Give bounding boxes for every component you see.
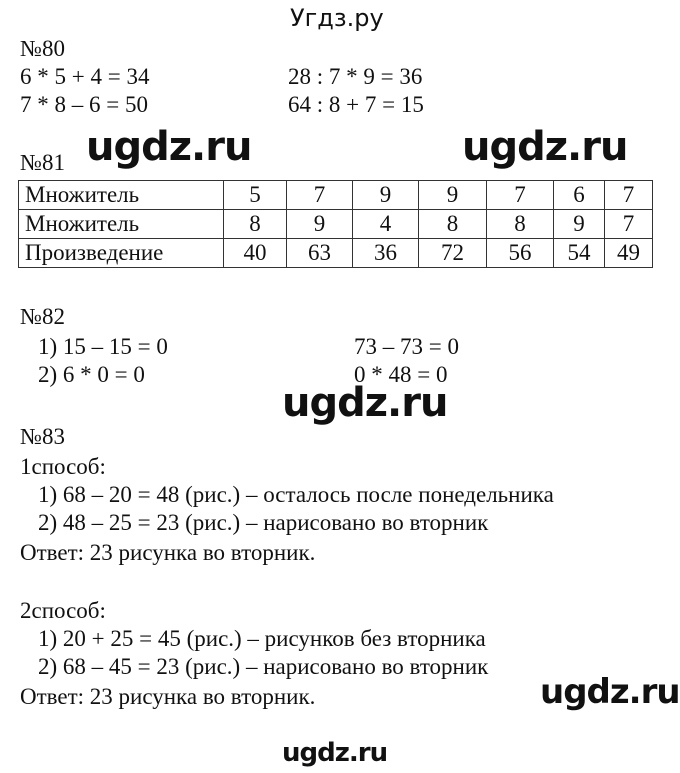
table-cell: 56 xyxy=(487,239,554,268)
table-cell: 7 xyxy=(605,210,653,239)
row-label: Произведение xyxy=(19,239,224,268)
table-cell: 7 xyxy=(487,181,554,210)
step: 2) 48 – 25 = 23 (рис.) – нарисовано во вторник xyxy=(38,510,489,535)
table-cell: 7 xyxy=(287,181,353,210)
equation: 1) 15 – 15 = 0 xyxy=(38,334,168,359)
watermark: ugdz.ru xyxy=(282,380,448,426)
equation: 28 : 7 * 9 = 36 xyxy=(288,64,423,89)
table-row xyxy=(19,210,653,239)
equation: 2) 6 * 0 = 0 xyxy=(38,362,145,387)
method-2-title: 2способ: xyxy=(20,598,106,623)
table-cell: 5 xyxy=(224,181,287,210)
watermark: ugdz.ru xyxy=(86,124,252,170)
method-1-title: 1способ: xyxy=(20,454,106,479)
table-cell: 6 xyxy=(554,181,605,210)
table-cell: 9 xyxy=(419,181,487,210)
watermark: ugdz.ru xyxy=(540,672,680,712)
table-cell: 49 xyxy=(605,239,653,268)
table-cell: 9 xyxy=(287,210,353,239)
row-label: Множитель xyxy=(19,210,224,239)
site-title: Угдз.ру xyxy=(290,4,384,32)
task-82-title: №82 xyxy=(20,304,65,329)
table-cell: 63 xyxy=(287,239,353,268)
table-cell: 54 xyxy=(554,239,605,268)
answer: Ответ: 23 рисунка во вторник. xyxy=(20,684,316,709)
table-row xyxy=(19,239,653,268)
row-label: Множитель xyxy=(19,181,224,210)
equation: 64 : 8 + 7 = 15 xyxy=(288,92,424,117)
table-cell: 9 xyxy=(353,181,419,210)
equation: 73 – 73 = 0 xyxy=(354,334,459,359)
table-cell: 8 xyxy=(419,210,487,239)
task-80-title: №80 xyxy=(20,36,65,61)
step: 2) 68 – 45 = 23 (рис.) – нарисовано во вторник xyxy=(38,654,489,679)
answer: Ответ: 23 рисунка во вторник. xyxy=(20,540,316,565)
equation: 6 * 5 + 4 = 34 xyxy=(20,64,150,89)
step: 1) 68 – 20 = 48 (рис.) – осталось после понедельника xyxy=(38,482,554,507)
task-81-title: №81 xyxy=(20,150,65,175)
table-cell: 40 xyxy=(224,239,287,268)
equation: 0 * 48 = 0 xyxy=(354,362,448,387)
multiplication-table xyxy=(18,180,653,268)
task-83-title: №83 xyxy=(20,424,65,449)
equation: 7 * 8 – 6 = 50 xyxy=(20,92,148,117)
table-row xyxy=(19,181,653,210)
table-cell: 36 xyxy=(353,239,419,268)
table-cell: 8 xyxy=(224,210,287,239)
table-cell: 8 xyxy=(487,210,554,239)
watermark: ugdz.ru xyxy=(462,124,628,170)
table-cell: 72 xyxy=(419,239,487,268)
table-cell: 9 xyxy=(554,210,605,239)
table-cell: 7 xyxy=(605,181,653,210)
table-cell: 4 xyxy=(353,210,419,239)
watermark: ugdz.ru xyxy=(282,738,388,768)
step: 1) 20 + 25 = 45 (рис.) – рисунков без вторника xyxy=(38,626,486,651)
